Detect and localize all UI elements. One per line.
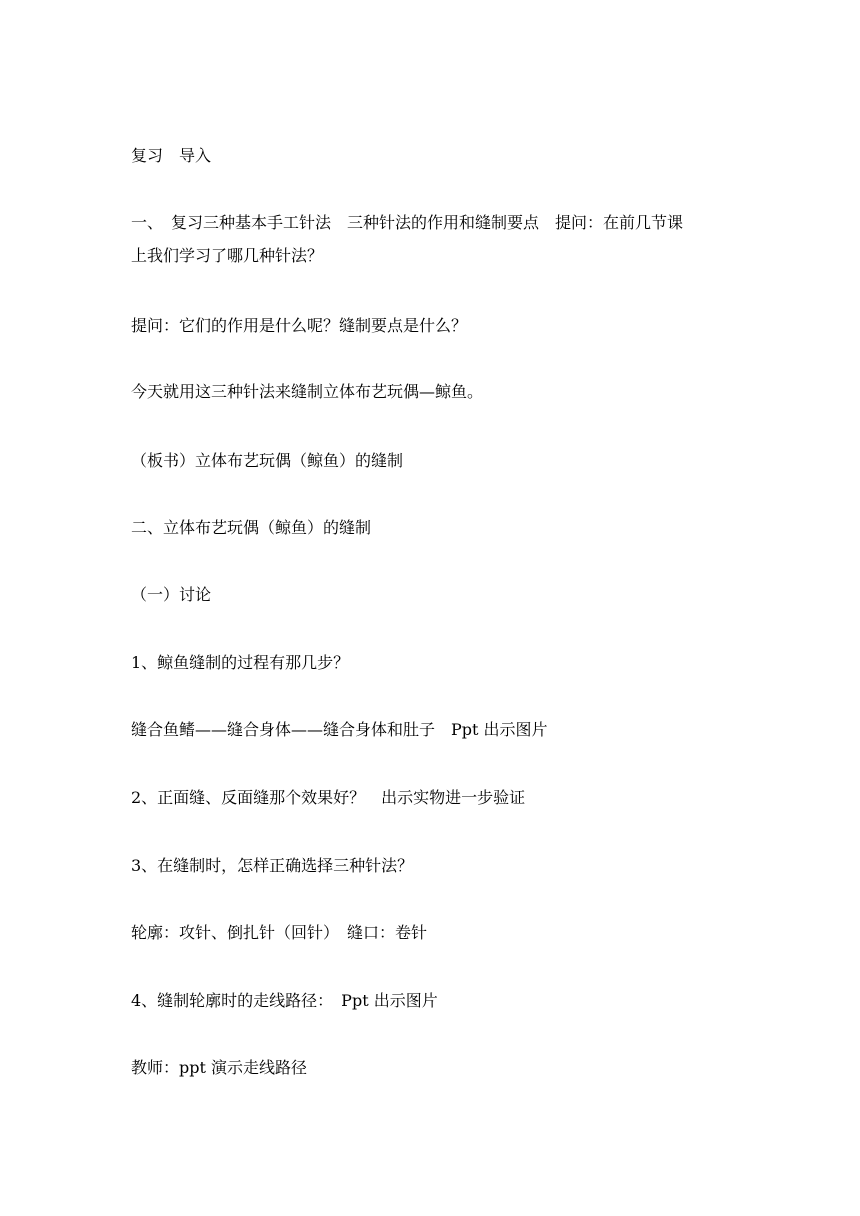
paragraph-review-question-cont: 上我们学习了哪几种针法？ (131, 246, 324, 265)
list-item-steps: 1、鲸鱼缝制的过程有那几步？ (131, 653, 350, 672)
subsection-heading-discussion: （一）讨论 (131, 585, 212, 604)
paragraph-stitch-detail: 轮廓：攻针、倒扎针（回针） 缝口：卷针 (131, 923, 428, 942)
list-item-front-back: 2、正面缝、反面缝那个效果好？ 出示实物进一步验证 (131, 788, 526, 807)
paragraph-board-note: （板书）立体布艺玩偶（鲸鱼）的缝制 (131, 451, 404, 470)
section-heading-sewing: 二、立体布艺玩偶（鲸鱼）的缝制 (131, 518, 372, 537)
paragraph-question: 提问：它们的作用是什么呢？缝制要点是什么？ (131, 316, 468, 335)
paragraph-review-methods: 一、 复习三种基本手工针法 三种针法的作用和缝制要点 提问：在前几节课 (131, 213, 684, 232)
paragraph-teacher-demo: 教师：ppt 演示走线路径 (131, 1058, 308, 1077)
section-heading-review: 复习 导入 (131, 146, 212, 165)
paragraph-steps-detail: 缝合鱼鳍——缝合身体——缝合身体和肚子 Ppt 出示图片 (131, 720, 548, 739)
list-item-path: 4、缝制轮廓时的走线路径： Ppt 出示图片 (131, 991, 438, 1010)
list-item-choose-stitch: 3、在缝制时，怎样正确选择三种针法？ (131, 856, 414, 875)
paragraph-today: 今天就用这三种针法来缝制立体布艺玩偶—鲸鱼。 (131, 382, 484, 401)
